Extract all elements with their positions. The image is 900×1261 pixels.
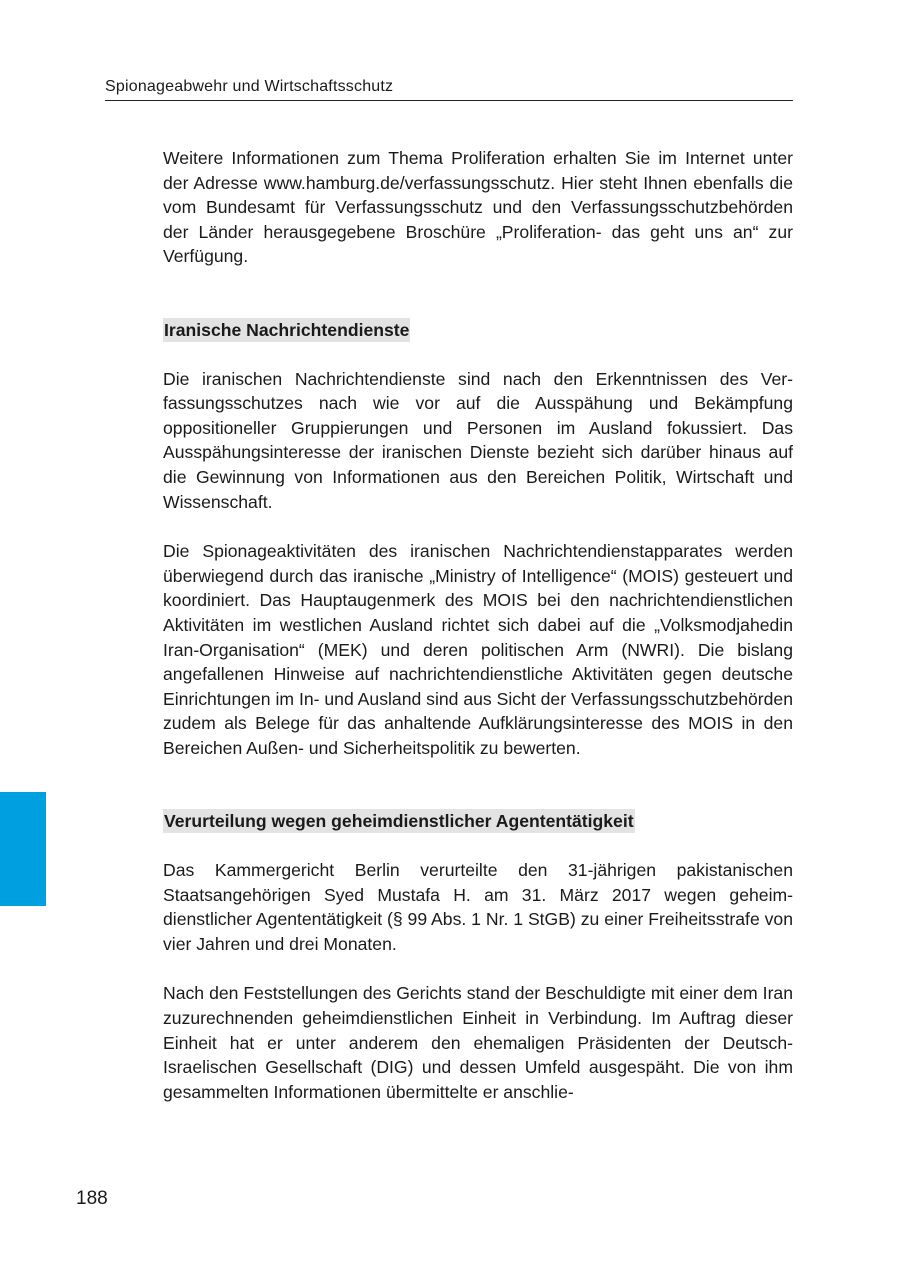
spacer <box>163 514 793 539</box>
spacer <box>163 269 793 318</box>
page-number: 188 <box>76 1188 108 1209</box>
running-header: Spionageabwehr und Wirtschaftsschutz <box>105 78 394 95</box>
verdict-paragraph-1: Das Kammergericht Berlin verurteilte den 31-jährigen pakistanischen Staatsangehörigen Syed Mustafa H. am 31. März 2017 wegen geheimdienstlicher Agententätigkeit (§ 99 Abs. 1 Nr. 1 StGB) zu einer Freiheitsstrafe von vier Jahren und drei Monaten. <box>163 860 793 954</box>
spacer <box>163 834 793 858</box>
iran-paragraph-1: Die iranischen Nachrichtendienste sind nach den Erkenntnissen des Verfassungsschutzes nach wie vor auf die Ausspähung und Bekämpfung oppositioneller Gruppierungen und Personen im Ausland fokussiert. Das Ausspähungsinteresse der iranischen Dienste bezieht sich darüber hinaus auf die Gewinnung von Informationen aus den Bereichen Politik, Wirtschaft und Wissenschaft. <box>163 368 793 512</box>
chapter-tab-marker <box>0 792 46 906</box>
header-rule <box>105 100 793 101</box>
spacer <box>163 760 793 809</box>
verdict-paragraph-2: Nach den Feststellungen des Gerichts stand der Beschuldigte mit einer dem Iran zuzurechnenden geheimdienstlichen Einheit in Verbindung. Im Auftrag dieser Einheit hat er unter anderem den ehemaligen Präsidenten der Deutsch-Israelischen Gesellschaft (DIG) und dessen Umfeld ausgespäht. Die von ihm gesammelten Informationen übermittelte er anschlie- <box>163 983 793 1102</box>
iran-paragraph-2: Die Spionageaktivitäten des iranischen Nachrichtendienstapparates werden überwiegend durch das iranische „Ministry of Intelligence“ (MOIS) gesteuert und koordiniert. Das Hauptaugenmerk des MOIS bei den nachrichtendienstlichen Aktivitäten im westlichen Ausland richtet sich dabei auf die „Volksmodjahedin Iran-Organisation“ (MEK) und deren politischen Arm (NWRI). Die bislang angefallenen Hinweise auf nachrichtendienstliche Aktivitäten gegen deutsche Einrichtungen im In- und Ausland sind aus Sicht der Verfassungsschutzbehörden zudem als Belege für das anhaltende Aufklärungsinteresse des MOIS in den Bereichen Außen- und Sicherheitspolitik zu bewerten. <box>163 541 793 758</box>
intro-paragraph: Weitere Informationen zum Thema Proliferation erhalten Sie im Internet unter der Adresse www.hamburg.de/verfassungsschutz. Hier steht Ihnen ebenfalls die vom Bundesamt für Verfassungsschutz und den Verfassungsschutzbehörden der Länder herausgegebene Broschüre „Proliferation- das geht uns an“ zur Verfügung. <box>163 148 793 267</box>
spacer <box>163 343 793 367</box>
spacer <box>163 956 793 981</box>
section-heading-verdict: Verurteilung wegen geheimdienstlicher Agententätigkeit <box>164 811 634 832</box>
page-content <box>163 146 793 1104</box>
section-heading-iran: Iranische Nachrichtendienste <box>164 319 410 340</box>
